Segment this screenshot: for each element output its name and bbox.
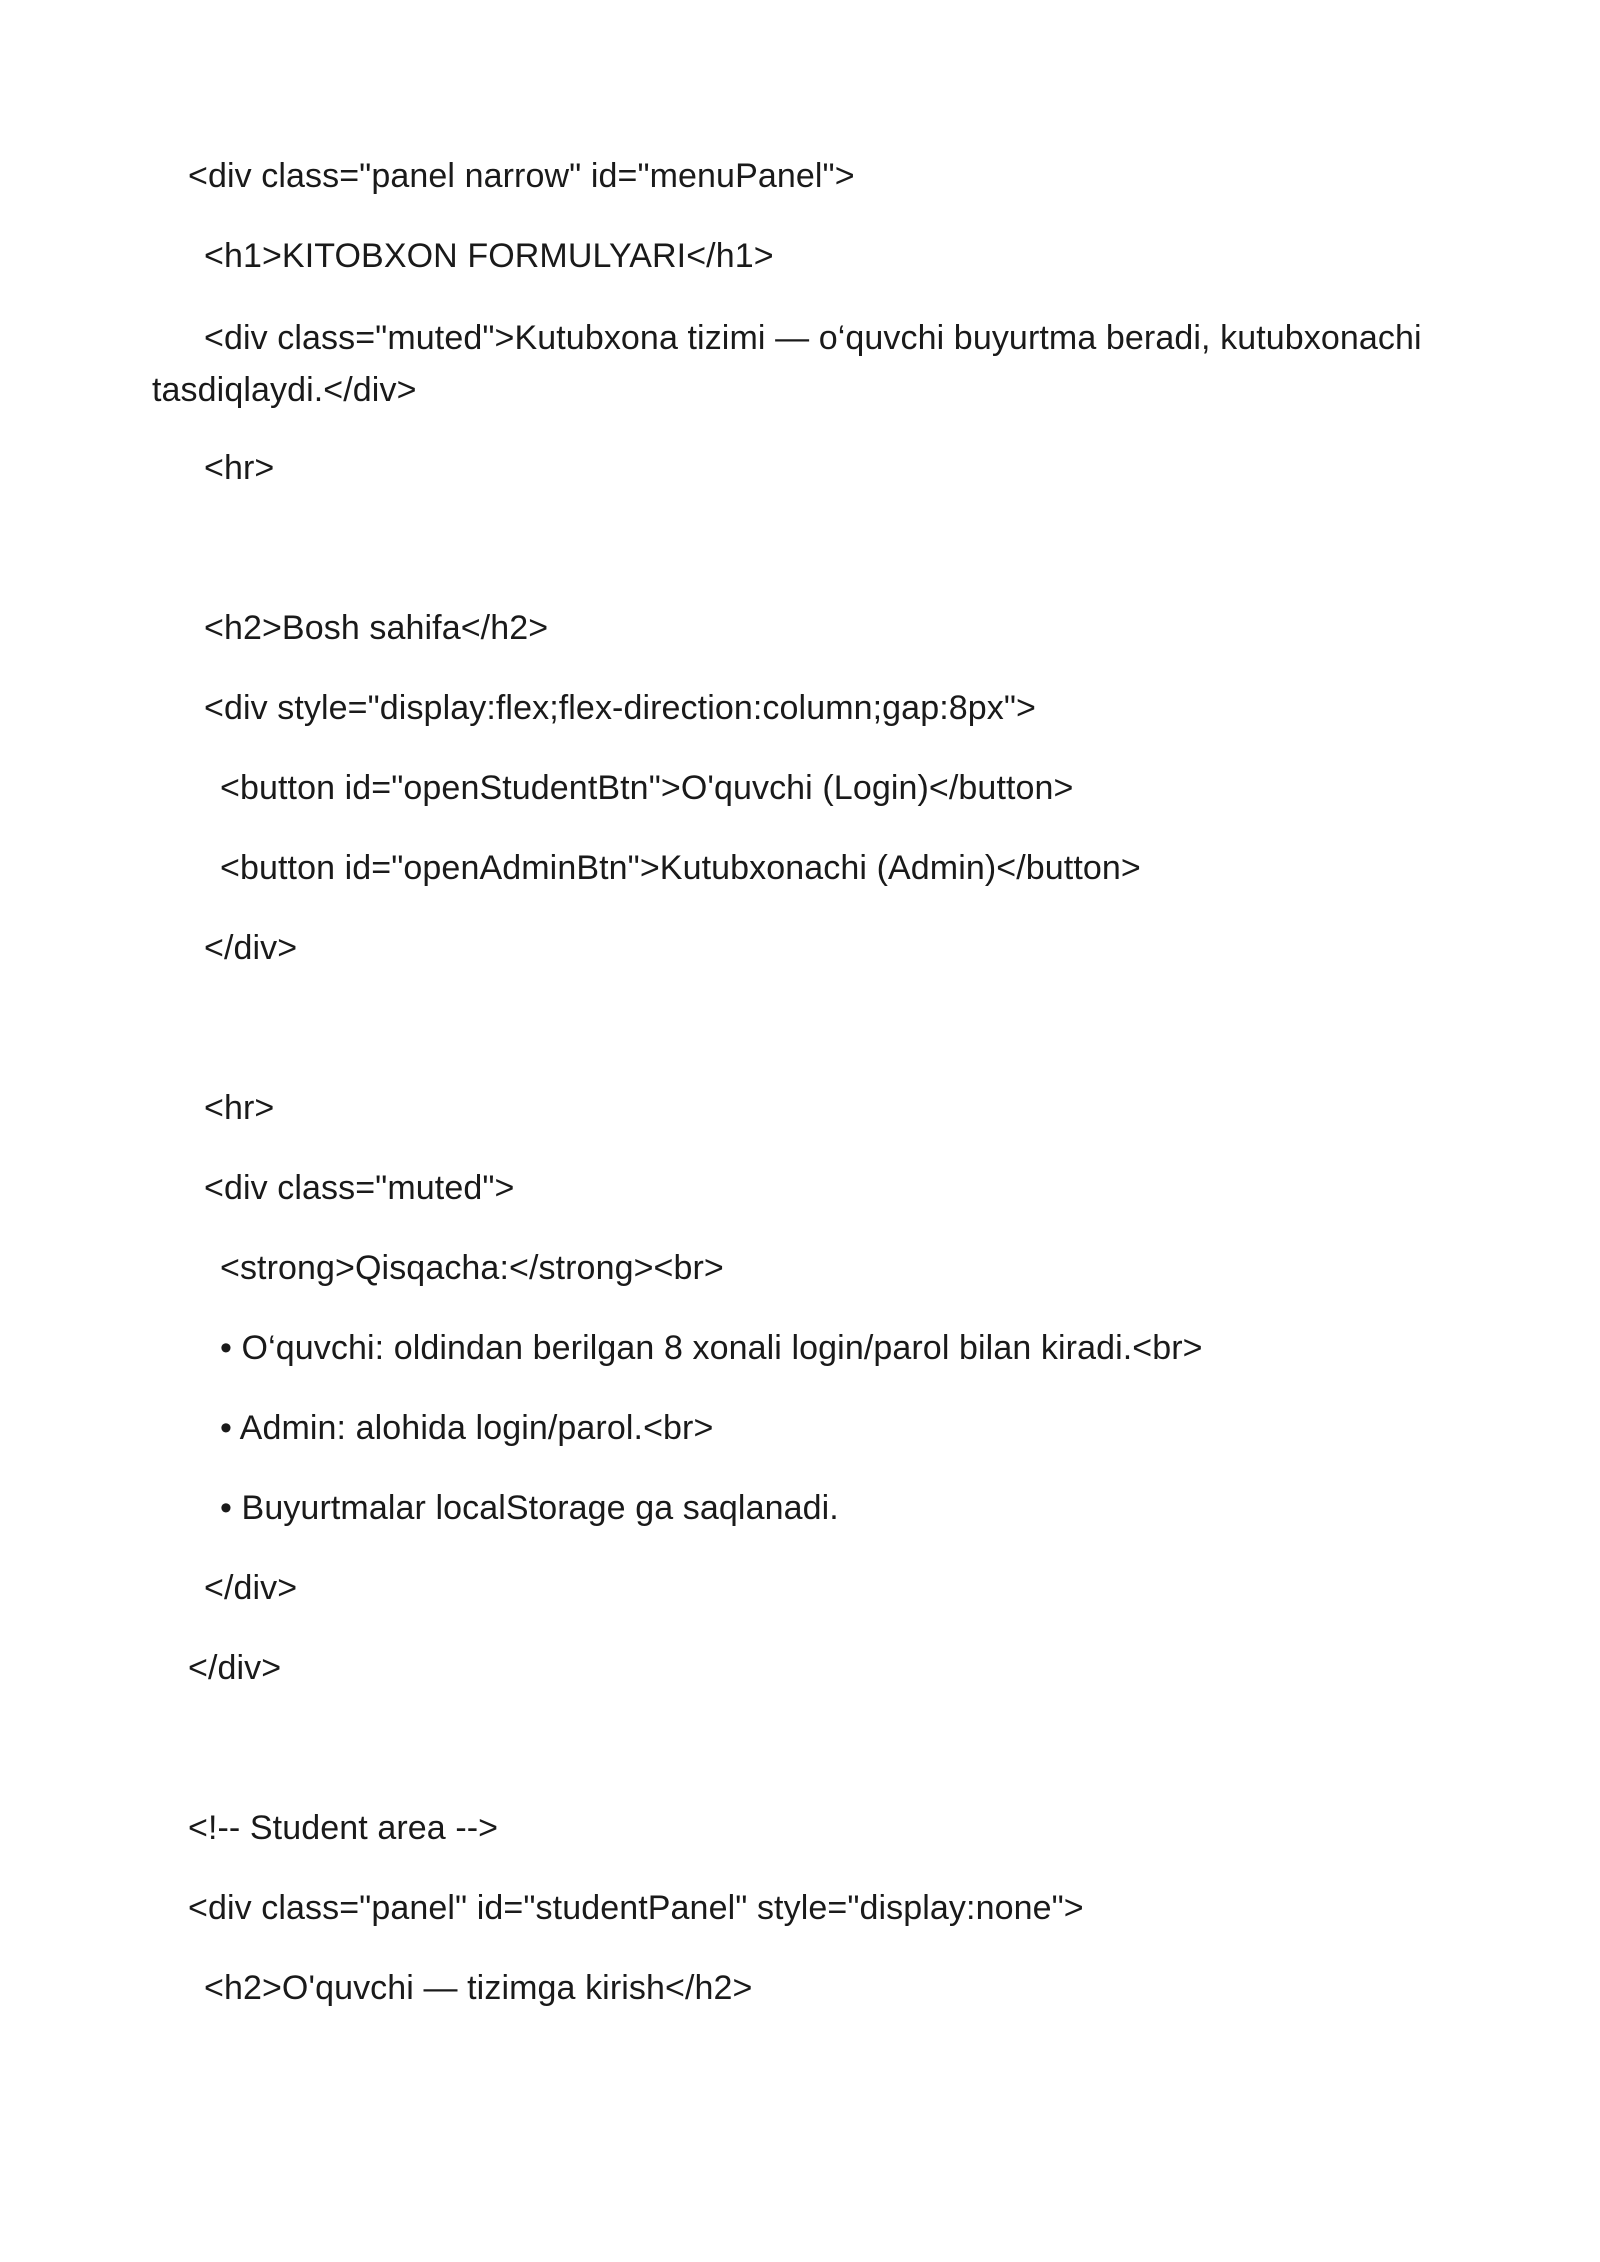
code-line: <strong>Qisqacha:</strong><br> <box>220 1249 724 1287</box>
code-line: • Admin: alohida login/parol.<br> <box>220 1409 714 1447</box>
code-line: </div> <box>204 1569 298 1607</box>
code-line: <button id="openAdminBtn">Kutubxonachi (Admin)</button> <box>220 849 1141 887</box>
code-line: <div class="muted">Kutubxona tizimi — o‘quvchi buyurtma beradi, kutubxonachi tasdiqlaydi.</div> <box>152 319 1422 409</box>
code-line: <hr> <box>204 449 275 487</box>
code-line: </div> <box>204 929 298 967</box>
code-line: <div style="display:flex;flex-direction:column;gap:8px"> <box>204 689 1036 727</box>
code-line: <button id="openStudentBtn">O'quvchi (Login)</button> <box>220 769 1074 807</box>
code-line: <h2>Bosh sahifa</h2> <box>204 609 549 647</box>
code-line: <!-- Student area --> <box>188 1809 499 1847</box>
code-line: <h2>O'quvchi — tizimga kirish</h2> <box>204 1969 753 2007</box>
code-line: <h1>KITOBXON FORMULYARI</h1> <box>204 237 774 275</box>
code-line: <div class="panel narrow" id="menuPanel"> <box>188 157 855 195</box>
code-line: • O‘quvchi: oldindan berilgan 8 xonali login/parol bilan kiradi.<br> <box>220 1329 1203 1367</box>
code-line: <div class="muted"> <box>204 1169 515 1207</box>
code-line: </div> <box>188 1649 282 1687</box>
code-line: <div class="panel" id="studentPanel" style="display:none"> <box>188 1889 1084 1927</box>
code-line: • Buyurtmalar localStorage ga saqlanadi. <box>220 1489 839 1527</box>
code-line: <hr> <box>204 1089 275 1127</box>
